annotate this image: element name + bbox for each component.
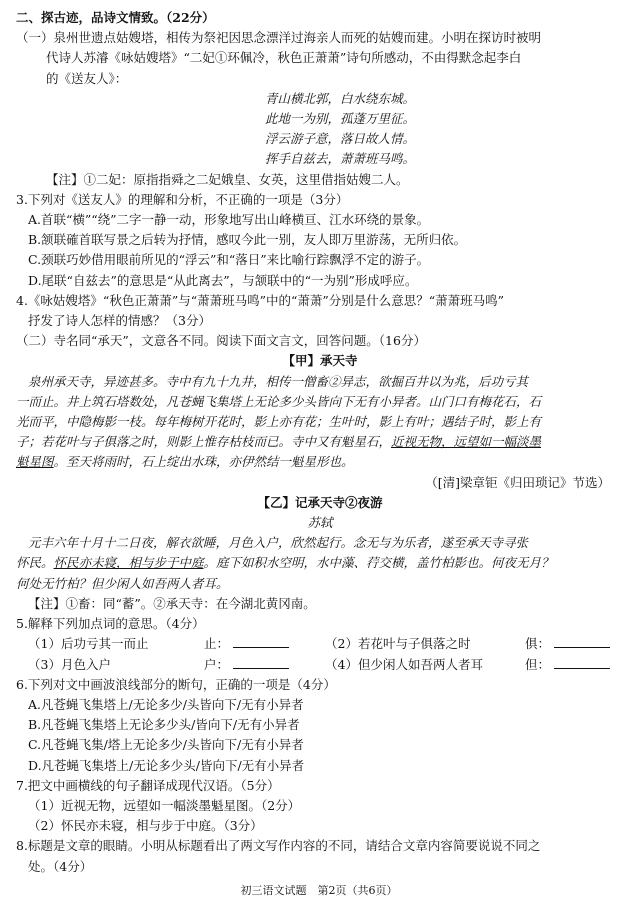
q7-item-1: （1）近视无物，远望如一幅淡墨魁星图。（2分） — [28, 797, 301, 813]
note-2: 【注】①畜：同“蓄”。②承天寺：在今湖北黄冈南。 — [28, 595, 316, 611]
jia-line-2: 一而止。井上筑石塔数处，凡苍蝇飞集塔上无论多少头皆向下无有小异者。山门口有梅花石，石 — [16, 393, 542, 409]
q3-option-d: D.尾联“自兹去”的意思是“从此离去”，与颔联中的“一为别”形成呼应。 — [28, 272, 418, 288]
jia-underlined-2: 魁星图 — [16, 454, 54, 470]
q5-label-4: 但： — [525, 656, 551, 672]
yi-line-1: 元丰六年十月十二日夜，解衣欲睡，月色入户，欣然起行。念无与为乐者，遂至承天寺寻张 — [28, 535, 529, 551]
jia-line-5-text: 。至天将雨时，石上绽出水珠，亦伊然结一魁星形也。 — [53, 454, 354, 470]
q8-stem-2: 处。（4分） — [28, 858, 93, 874]
part1-intro-3: 的《送友人》： — [46, 70, 128, 86]
q6-option-a: A.凡苍蝇飞集塔上/无论多少/头皆向下/无有小异者 — [28, 696, 304, 712]
page-footer: 初三语文试题 第2页（共6页） — [240, 884, 398, 897]
jia-line-1: 泉州承天寺，异迹甚多。寺中有九十九井，相传一僧畜②异志，欲掘百井以为兆，后功亏其 — [28, 373, 529, 389]
yi-underlined: 怀民亦未寝，相与步于中庭 — [53, 555, 204, 571]
q5-row-1 — [16, 634, 624, 654]
q7-stem: 7.把文中画横线的句子翻译成现代汉语。（5分） — [16, 777, 280, 793]
jia-underlined-1: 近视无物，远望如一幅淡墨 — [391, 434, 542, 450]
q7-item-2: （2）怀民亦未寝，相与步于中庭。（3分） — [28, 818, 263, 834]
part1-intro-2: 代诗人苏濬《咏姑嫂塔》“二妃①环佩冷，秋色正萧萧”诗句所感动，不由得默念起李白 — [46, 50, 522, 66]
yi-author: 苏轼 — [307, 515, 333, 531]
q5-item-4: （4）但少闲人如吾两人者耳 — [325, 656, 483, 672]
jia-line-3: 光而平，中隐梅影一枝。每年梅树开花时，影上亦有花；生叶时，影上有叶；遇结子时，影上有 — [16, 414, 542, 430]
q5-blank-1[interactable] — [233, 635, 289, 648]
q5-row-2 — [16, 655, 624, 675]
part1-intro-1: （一）泉州世遗点姑嫂塔，相传为祭祀因思念漂洋过海亲人而死的姑嫂而建。小明在探访时被明 — [16, 30, 542, 46]
yi-line-2-end: 。庭下如积水空明，水中藻、荇交横，盖竹柏影也。何夜无月？ — [203, 555, 554, 571]
q4-stem-1: 4.《咏姑嫂塔》“秋色正萧萧”与“萧萧班马鸣”中的“萧萧”分别是什么意思？“萧萧班马鸣” — [16, 292, 505, 308]
jia-title: 【甲】承天寺 — [282, 353, 358, 369]
q5-label-3: 户： — [204, 656, 230, 672]
q6-stem: 6.下列对文中画波浪线部分的断句，正确的一项是（4分） — [16, 676, 336, 692]
poem-line-4: 挥手自兹去，萧萧班马鸣。 — [264, 151, 415, 167]
jia-source: （[清]梁章钜《归田琐记》节选） — [425, 474, 610, 490]
jia-line-5 — [16, 452, 624, 472]
q5-item-2: （2）若花叶与子俱落之时 — [325, 636, 471, 652]
yi-line-2 — [16, 553, 624, 573]
q3-option-a: A.首联“横”“绕”二字一静一动，形象地写出山峰横亘、江水环绕的景象。 — [28, 212, 430, 228]
poem-line-1: 青山横北郭，白水绕东城。 — [264, 90, 415, 106]
q3-option-b: B.颔联確首联写景之后转为抒情，感叹今此一别，友人即万里游荡，无所归依。 — [28, 232, 467, 248]
q5-label-2: 俱： — [525, 636, 551, 652]
q6-option-d: D.凡苍蝇飞集塔上/无论多少头/皆向下/无有小异者 — [28, 757, 305, 773]
q5-item-1: （1）后功亏其一而止 — [28, 636, 149, 652]
q5-blank-4[interactable] — [554, 656, 610, 669]
q5-item-3: （3）月色入户 — [28, 656, 111, 672]
section-title: 二、探古迹，品诗文情致。（22分） — [16, 10, 215, 25]
q3-stem: 3.下列对《送友人》的理解和分析，不正确的一项是（3分） — [16, 191, 349, 207]
q5-stem: 5.解释下列加点词的意思。（4分） — [16, 616, 205, 632]
q6-option-b: B.凡苍蝇飞集塔上无论多少头/皆向下/无有小异者 — [28, 717, 300, 733]
yi-line-3: 何处无竹柏？但少闲人如吾两人者耳。 — [16, 575, 229, 591]
jia-line-4-text: 子；若花叶与子俱落之时，则影上惟存枯枝而已。寺中又有魁星石， — [16, 434, 392, 450]
q5-blank-2[interactable] — [554, 635, 610, 648]
q8-stem-1: 8.标题是文章的眼睛。小明从标题看出了两文写作内容的不同，请结合文章内容简要说说不同之 — [16, 838, 541, 854]
q5-label-1: 止： — [204, 636, 230, 652]
q6-option-c: C.凡苍蝇飞集/塔上无论多少/头皆向下/无有小异者 — [28, 737, 304, 753]
note-1: 【注】①二妃：原指指舜之二妃娥皇、女英，这里借指姑嫂二人。 — [46, 171, 409, 187]
part2-intro: （二）寺名同“承天”，文意各不同。阅读下面文言文，回答问题。（16分） — [16, 333, 426, 349]
poem-line-2: 此地一为别，孤蓬万里征。 — [264, 111, 415, 127]
jia-line-4 — [16, 432, 624, 452]
q3-option-c: C.颈联巧妙借用眼前所见的“浮云”和“落日”来比喻行踪飘浮不定的游子。 — [28, 252, 430, 268]
poem-line-3: 浮云游子意，落日故人情。 — [264, 131, 415, 147]
yi-line-2-start: 怀民。 — [16, 555, 54, 571]
q5-blank-3[interactable] — [233, 656, 289, 669]
q4-stem-2: 抒发了诗人怎样的情感？（3分） — [28, 313, 211, 329]
yi-title: 【乙】记承天寺②夜游 — [257, 494, 383, 510]
